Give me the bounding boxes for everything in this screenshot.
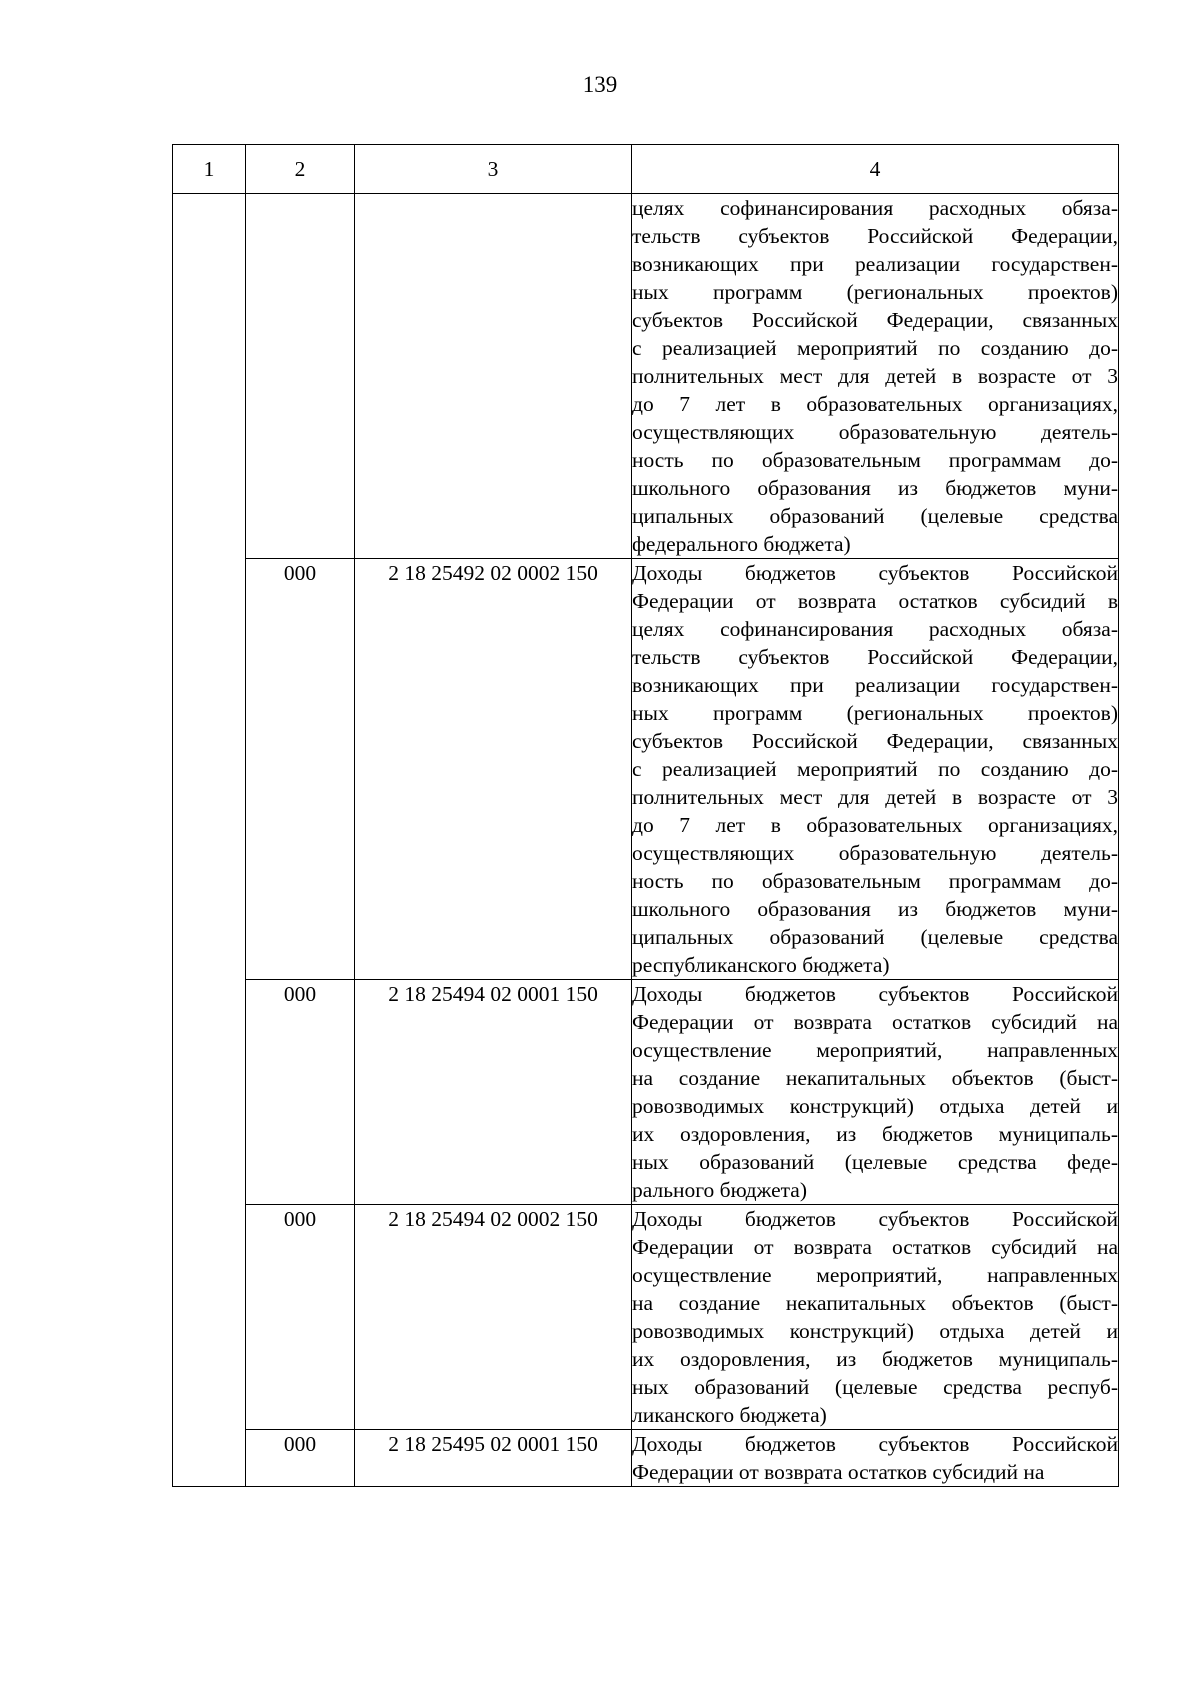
description-line: Доходы бюджетов субъектов Российской [632,561,1118,585]
cell-budget-code: 2 18 25494 02 0002 150 [355,1205,632,1430]
description-line: ность по образовательным программам до- [632,869,1118,893]
description-line: возникающих при реализации государствен- [632,673,1118,697]
description-line: осуществление мероприятий, направленных [632,1263,1118,1287]
cell-budget-code: 2 18 25492 02 0002 150 [355,559,632,980]
header-col-1: 1 [173,145,246,194]
header-col-3: 3 [355,145,632,194]
cell-budget-code [355,194,632,559]
cell-budget-code: 2 18 25495 02 0001 150 [355,1430,632,1487]
description-line: ровозводимых конструкций) отдыха детей и [632,1319,1118,1343]
description-line: субъектов Российской Федерации, связанных [632,308,1118,332]
description-line: целях софинансирования расходных обяза- [632,196,1118,220]
description-line: школьного образования из бюджетов муни- [632,897,1118,921]
description-line: ликанского бюджета) [632,1403,827,1427]
description-line: их оздоровления, из бюджетов муниципаль- [632,1122,1118,1146]
description-line: федерального бюджета) [632,532,851,556]
cell-description [632,559,1119,980]
description-line: тельств субъектов Российской Федерации, [632,224,1118,248]
description-line: Доходы бюджетов субъектов Российской [632,982,1118,1006]
description-line: Федерации от возврата остатков субсидий на [632,1460,1045,1484]
cell-col-1 [173,194,246,1487]
description-line: полнительных мест для детей в возрасте от 3 [632,364,1118,388]
description-line: Федерации от возврата остатков субсидий в [632,589,1118,613]
cell-description [632,194,1119,559]
description-line: полнительных мест для детей в возрасте от 3 [632,785,1118,809]
cell-budget-code: 2 18 25494 02 0001 150 [355,980,632,1205]
description-line: с реализацией мероприятий по созданию до- [632,757,1118,781]
description-line: ных программ (региональных проектов) [632,701,1118,725]
description-line: ципальных образований (целевые средства [632,504,1118,528]
cell-admin-code: 000 [246,1205,355,1430]
description-line: ных образований (целевые средства феде- [632,1150,1118,1174]
description-line: Федерации от возврата остатков субсидий на [632,1010,1118,1034]
cell-admin-code: 000 [246,1430,355,1487]
description-line: ципальных образований (целевые средства [632,925,1118,949]
cell-admin-code [246,194,355,559]
description-line: ность по образовательным программам до- [632,448,1118,472]
cell-description [632,980,1119,1205]
budget-classification-table [172,144,1119,1487]
header-col-4: 4 [632,145,1119,194]
description-line: осуществляющих образовательную деятель- [632,841,1118,865]
cell-admin-code: 000 [246,559,355,980]
page-number: 139 [582,72,618,97]
description-line: осуществляющих образовательную деятель- [632,420,1118,444]
description-line: осуществление мероприятий, направленных [632,1038,1118,1062]
description-line: субъектов Российской Федерации, связанных [632,729,1118,753]
description-line: рального бюджета) [632,1178,808,1202]
table-row [173,1205,1119,1430]
table-row [173,194,1119,559]
description-line: целях софинансирования расходных обяза- [632,617,1118,641]
description-line: республиканского бюджета) [632,953,890,977]
description-line: возникающих при реализации государствен- [632,252,1118,276]
description-line: ных программ (региональных проектов) [632,280,1118,304]
table-row [173,559,1119,980]
description-line: их оздоровления, из бюджетов муниципаль- [632,1347,1118,1371]
description-line: ных образований (целевые средства респуб- [632,1375,1118,1399]
cell-description [632,1205,1119,1430]
cell-admin-code: 000 [246,980,355,1205]
description-line: на создание некапитальных объектов (быст- [632,1291,1118,1315]
description-line: Доходы бюджетов субъектов Российской [632,1432,1118,1456]
description-line: на создание некапитальных объектов (быст- [632,1066,1118,1090]
description-line: Доходы бюджетов субъектов Российской [632,1207,1118,1231]
table-row [173,1430,1119,1487]
description-line: Федерации от возврата остатков субсидий на [632,1235,1118,1259]
cell-description [632,1430,1119,1487]
header-col-2: 2 [246,145,355,194]
table-row [173,980,1119,1205]
description-line: школьного образования из бюджетов муни- [632,476,1118,500]
table-header-row [173,145,1119,194]
table-body [173,194,1119,1487]
description-line: до 7 лет в образовательных организациях, [632,392,1118,416]
description-line: тельств субъектов Российской Федерации, [632,645,1118,669]
description-line: с реализацией мероприятий по созданию до- [632,336,1118,360]
description-line: до 7 лет в образовательных организациях, [632,813,1118,837]
description-line: ровозводимых конструкций) отдыха детей и [632,1094,1118,1118]
